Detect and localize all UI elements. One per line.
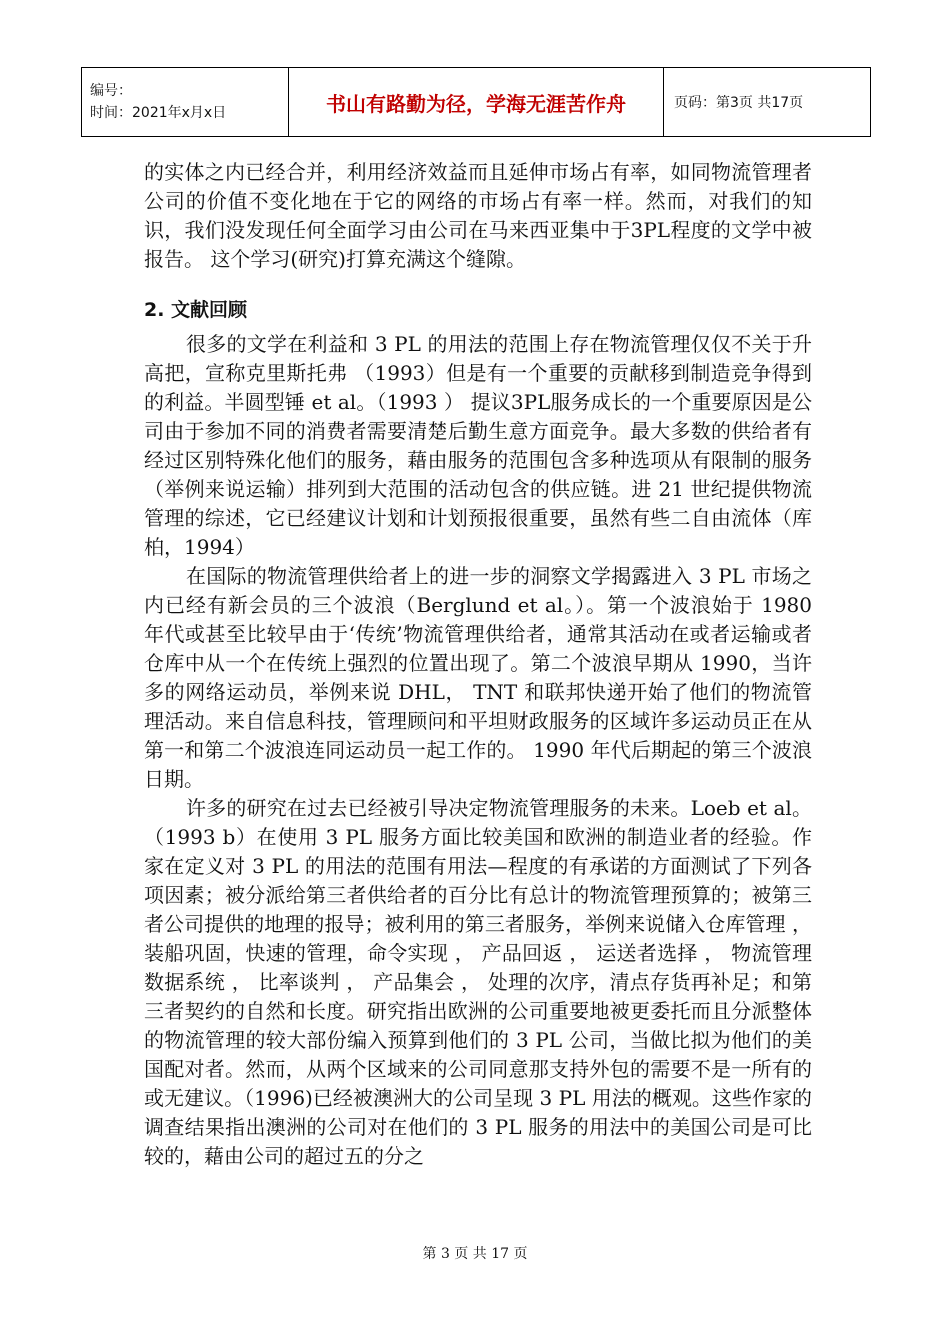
body-paragraph-3: 许多的研究在过去已经被引导决定物流管理服务的未来。Loeb et al。（1993 b）在使用 3 PL 服务方面比较美国和欧洲的制造业者的经验。作家在定义对 3 PL 的用法的范围有用法—程度的有承诺的方面测试了下列各项因素；被分派给第三者供给者的百分比有总计的物流管理预算的；被第三者公司提供的地理的报导；被利用的第三者服务，举例来说储入仓库管理 ， 装船巩固，快速的管理，命令实现 ， 产品回返 ， 运送者选择 ， 物流管理数据系统 ， 比率谈判 ， 产品集会 ， 处理的次序，清点存货再补足；和第三者契约的自然和长度。研究指出欧洲的公司重要地被更委托而且分派整体的物流管理的较大部份编入预算到他们的 3 PL 公司，当做比拟为他们的美国配对者。然而，从两个区域来的公司同意那支持外包的需要不是一所有的或无建议。（1996)已经被澳洲大的公司呈现 3 PL 用法的概观。这些作家的调查结果指出澳洲的公司对在他们的 3 PL 服务的用法中的美国公司是可比较的，藉由公司的超过五的分之 <box>144 796 812 1168</box>
header-page-info: 页码：第3页 共17页 <box>664 68 871 137</box>
document-time-label: 时间：2021年x月x日 <box>90 105 227 121</box>
section-heading: 2. 文献回顾 <box>144 299 248 321</box>
header-motto: 书山有路勤为径，学海无涯苦作舟 <box>289 68 664 137</box>
body-paragraph-1: 很多的文学在利益和 3 PL 的用法的范围上存在物流管理仅仅不关于升高把，宣称克里斯托弗 （1993）但是有一个重要的贡献移到制造竞争得到的利益。半圆型锤 et al。（1993 ） 提议3PL服务成长的一个重要原因是公司由于参加不同的消费者需要清楚后勤生意方面竞争。最大多数的供给者有经过区别特殊化他们的服务，藉由服务的范围包含多种选项从有限制的服务 （举例来说运输）排列到大范围的活动包含的供应链。进 21 世纪提供物流管理的综述，它已经建议计划和计划预报很重要，虽然有些二自由流体（库柏，1994） <box>144 332 812 559</box>
document-number-label: 编号： <box>90 83 132 99</box>
page-footer: 第 3 页 共 17 页 <box>422 1246 528 1262</box>
body-paragraph-2: 在国际的物流管理供给者上的进一步的洞察文学揭露进入 3 PL 市场之内已经有新会员的三个波浪（Berglund et al。）。第一个波浪始于 1980 年代或甚至比较早由于‘传统’物流管理供给者，通常其活动在或者运输或者仓库中从一个在传统上强烈的位置出现了。第二个波浪早期从 1990，当许多的网络运动员，举例来说 DHL， TNT 和联邦快递开始了他们的物流管理活动。来自信息科技，管理顾问和平坦财政服务的区域许多运动员正在从第一和第二个波浪连同运动员一起工作的。 1990 年代后期起的第三个波浪日期。 <box>144 564 812 791</box>
intro-paragraph: 的实体之内已经合并，利用经济效益而且延伸市场占有率，如同物流管理者公司的价值不变化地在于它的网络的市场占有率一样。然而，对我们的知识，我们没发现任何全面学习由公司在马来西亚集中于3PL程度的文学中被报告。 这个学习(研究)打算充满这个缝隙。 <box>144 160 812 271</box>
header-meta <box>82 68 289 137</box>
document-body <box>144 158 812 1171</box>
page-header <box>81 67 871 137</box>
